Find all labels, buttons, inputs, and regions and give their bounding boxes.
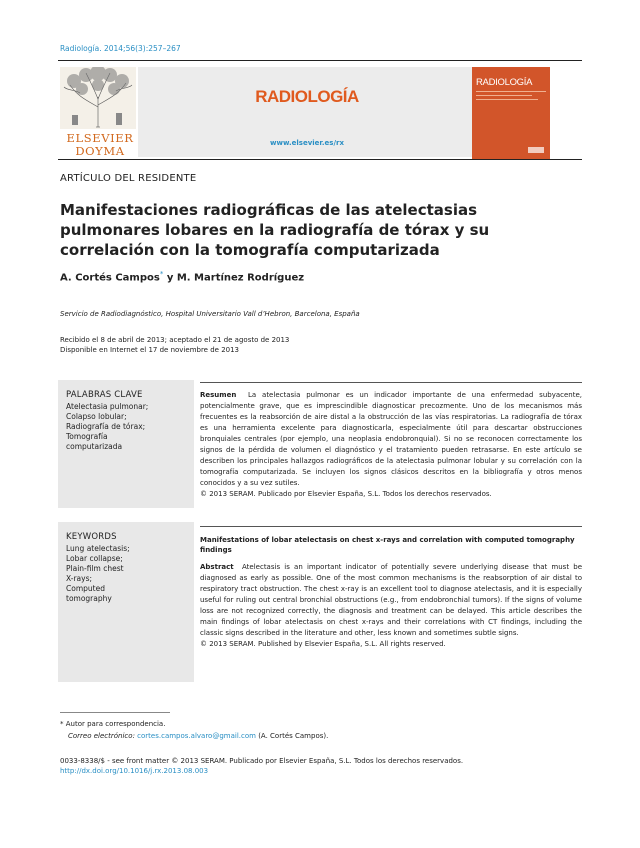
keyword-item: Atelectasia pulmonar;: [66, 402, 149, 411]
abstract-en-copyright: © 2013 SERAM. Published by Elsevier España, S.L. All rights reserved.: [200, 640, 446, 648]
keywords-en-heading: KEYWORDS: [66, 532, 117, 542]
abstract-en-title: Manifestations of lobar atelectasis on chest x-rays and correlation with computed tomography findings: [200, 536, 575, 554]
journal-url[interactable]: www.elsevier.es/rx: [270, 139, 344, 147]
keyword-item: Colapso lobular;: [66, 412, 127, 421]
journal-cover: [472, 67, 550, 159]
journal-citation: Radiología. 2014;56(3):257–267: [60, 44, 181, 53]
received-date: Recibido el 8 de abril de 2013; aceptado el 21 de agosto de 2013: [60, 336, 290, 344]
keyword-item: Lung atelectasis;: [66, 544, 130, 553]
author-rest: y M. Martínez Rodríguez: [163, 272, 305, 284]
affiliation: Servicio de Radiodiagnóstico, Hospital Universitario Vall d’Hebron, Barcelona, España: [60, 310, 360, 318]
correspondence-marker[interactable]: *: [159, 270, 164, 278]
abstract-en-text: Atelectasis is an important indicator of potentially severe underlying disease that must be diagnosed as early as possible. One of the most common mechanisms is the reabsorption of air distal to respiratory tract obstruction. The chest x-ray is an excellent tool to diagnose atelectasis, and it is especially useful for ruling out central bronchial obstructions (e.g., from endobronchial tumors). If the signs of volume loss are not recognized correctly, the diagnosis and treatment can be delayed. This article describes the main findings of lobar atelectasis on chest x-rays and their correlations with CT findings, including the classic signs described in the literature and other, less known and sometimes subtle signs.: [200, 563, 582, 637]
article-title: Manifestaciones radiográficas de las atelectasias pulmonares lobares en la radiografía de tórax y su correlación con la tomografía computarizada: [60, 201, 490, 259]
footnote-correspondence: [60, 720, 165, 728]
article-dates: [60, 335, 289, 355]
keyword-item: Plain-film chest: [66, 564, 124, 573]
tree-icon: [60, 67, 136, 129]
abstract-rule: [200, 382, 582, 383]
keyword-item: computarizada: [66, 442, 123, 451]
email-owner: (A. Cortés Campos).: [258, 732, 329, 740]
journal-title: RADIOLOGÍA: [255, 87, 359, 106]
author-first: A. Cortés Campos: [60, 272, 160, 284]
abstract-en-label: Abstract: [200, 563, 234, 571]
cover-decoration: [476, 99, 538, 100]
elsevier-logo: [60, 67, 136, 157]
online-date: Disponible en Internet el 17 de noviembre de 2013: [60, 346, 240, 354]
footnote-marker: *: [60, 720, 64, 728]
cover-decoration: [476, 91, 546, 92]
keywords-es-box: [58, 380, 194, 508]
keyword-item: Lobar collapse;: [66, 554, 123, 563]
abstract-es-text: La atelectasia pulmonar es un indicador importante de una enfermedad subyacente, potencialmente grave, que es imprescindible diagnosticar precozmente. Uno de los mecanismos más frecuentes es la reabsorción de aire distal a la obstrucción de las vías respiratorias. La radiografía de tórax es una herramienta excelente para diagnosticarla, especialmente útil para descartar obstrucciones bronquiales centrales (por ejemplo, una neoplasia endobronquial). Si no se reconocen correctamente los signos de la pérdida de volumen el diagnóstico y el tratamiento pueden retrasarse. En este artículo se describen los principales hallazgos radiográficos de la atelectasia pulmonar lobular y su correlación con la tomografía computarizada. Se incluyen los signos clásicos descritos en la bibliografía y otros menos conocidos y a su vez sutiles.: [200, 391, 582, 487]
author-list: [60, 270, 304, 283]
publisher-name-line2: DOYMA: [75, 144, 125, 158]
keywords-es-heading: PALABRAS CLAVE: [66, 390, 143, 400]
article-type: ARTÍCULO DEL RESIDENTE: [60, 173, 197, 184]
cover-logo: [528, 147, 544, 153]
cover-title: RADIOLOGÍA: [476, 77, 533, 88]
footer-rights: 0033-8338/$ - see front matter © 2013 SERAM. Publicado por Elsevier España, S.L. Todos los derechos reservados.: [60, 757, 464, 765]
keyword-item: X-rays;: [66, 574, 93, 583]
email-label: Correo electrónico:: [68, 732, 135, 740]
abstract-en: [200, 562, 582, 650]
email-link[interactable]: cortes.campos.alvaro@gmail.com: [137, 732, 256, 740]
abstract-es: [200, 390, 582, 500]
journal-header: [58, 60, 582, 160]
keyword-item: Radiografía de tórax;: [66, 422, 146, 431]
abstract-es-label: Resumen: [200, 391, 237, 399]
footnote-email: [68, 732, 328, 740]
footnote-rule: [60, 712, 170, 713]
doi-link[interactable]: http://dx.doi.org/10.1016/j.rx.2013.08.003: [60, 767, 209, 775]
abstract-es-copyright: © 2013 SERAM. Publicado por Elsevier España, S.L. Todos los derechos reservados.: [200, 490, 492, 498]
keyword-item: tomography: [66, 594, 112, 603]
keyword-item: Computed: [66, 584, 105, 593]
journal-banner: [138, 67, 476, 157]
cover-decoration: [476, 95, 532, 96]
abstract-rule: [200, 526, 582, 527]
footer-doi: [60, 767, 208, 775]
publisher-name-line1: ELSEVIER: [66, 131, 134, 145]
keywords-en-box: [58, 522, 194, 682]
keyword-item: Tomografía: [66, 432, 108, 441]
correspondence-label: Autor para correspondencia.: [65, 720, 166, 728]
